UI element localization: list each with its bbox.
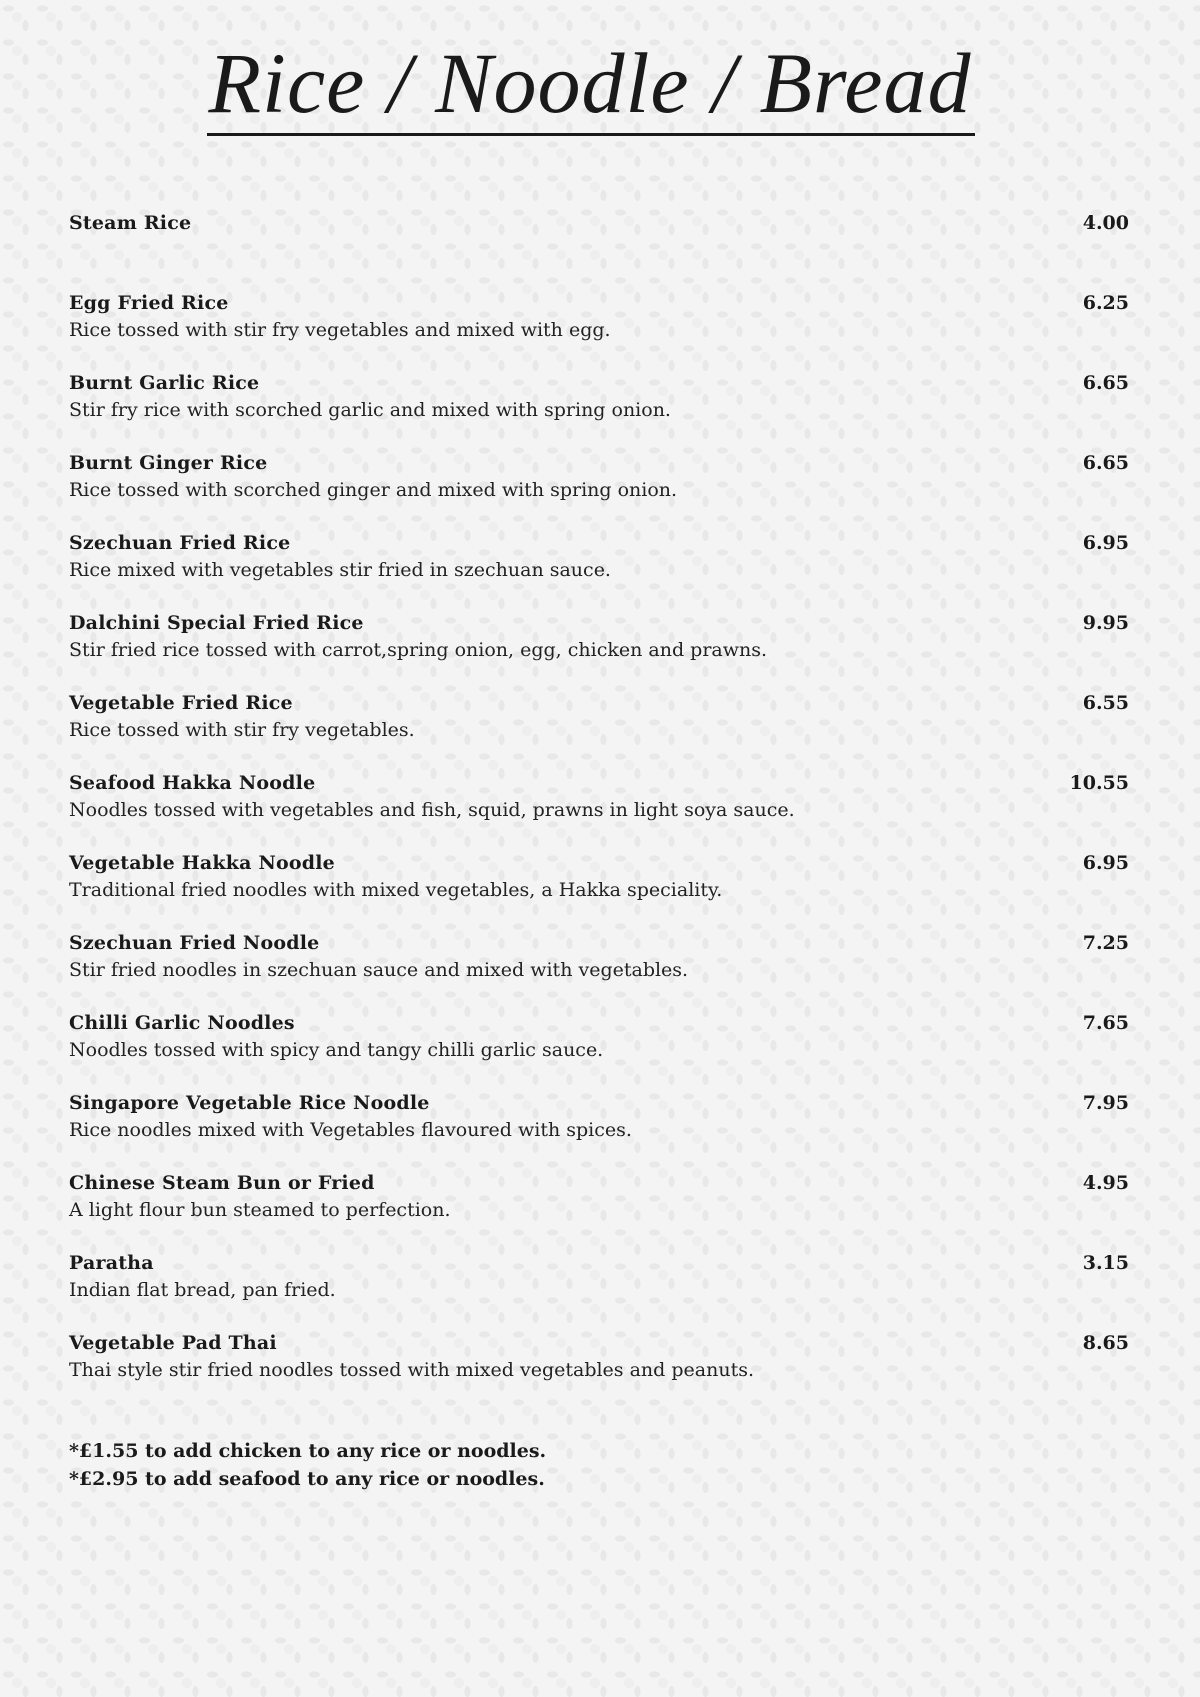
item-name: Seafood Hakka Noodle: [69, 772, 316, 794]
item-description: Noodles tossed with vegetables and fish, squid, prawns in light soya sauce.: [69, 799, 795, 821]
item-name: Burnt Ginger Rice: [69, 452, 268, 474]
menu-item: [69, 850, 1139, 930]
item-name: Steam Rice: [69, 212, 192, 234]
item-name: Szechuan Fried Rice: [69, 532, 291, 554]
item-price: 4.95: [1082, 1172, 1129, 1194]
menu-item: [69, 450, 1139, 530]
menu-item: [69, 1330, 1139, 1410]
item-name: Paratha: [69, 1252, 154, 1274]
item-description: Rice tossed with stir fry vegetables and mixed with egg.: [69, 319, 611, 341]
menu-item: [69, 290, 1139, 370]
menu-item: [69, 210, 1139, 290]
item-price: 7.65: [1082, 1012, 1129, 1034]
menu-item: [69, 370, 1139, 450]
item-price: 7.95: [1082, 1092, 1129, 1114]
item-name: Szechuan Fried Noodle: [69, 932, 320, 954]
menu-item: [69, 1010, 1139, 1090]
item-price: 6.65: [1082, 452, 1129, 474]
menu-item: [69, 930, 1139, 1010]
page-title: Rice / Noodle / Bread: [208, 35, 972, 131]
footnotes: [69, 1437, 869, 1493]
item-name: Egg Fried Rice: [69, 292, 229, 314]
item-price: 9.95: [1082, 612, 1129, 634]
item-description: Rice noodles mixed with Vegetables flavoured with spices.: [69, 1119, 632, 1141]
item-name: Chilli Garlic Noodles: [69, 1012, 295, 1034]
item-price: 7.25: [1082, 932, 1129, 954]
item-price: 6.65: [1082, 372, 1129, 394]
item-price: 8.65: [1082, 1332, 1129, 1354]
item-name: Vegetable Hakka Noodle: [69, 852, 335, 874]
menu-item: [69, 1170, 1139, 1250]
item-name: Chinese Steam Bun or Fried: [69, 1172, 375, 1194]
footnote-seafood: *£2.95 to add seafood to any rice or noodles.: [69, 1468, 545, 1490]
menu-item: [69, 770, 1139, 850]
item-description: Traditional fried noodles with mixed vegetables, a Hakka speciality.: [69, 879, 723, 901]
item-name: Dalchini Special Fried Rice: [69, 612, 364, 634]
item-price: 6.25: [1082, 292, 1129, 314]
item-description: Rice tossed with stir fry vegetables.: [69, 719, 415, 741]
menu-item: [69, 1090, 1139, 1170]
item-price: 6.95: [1082, 532, 1129, 554]
item-description: Rice tossed with scorched ginger and mixed with spring onion.: [69, 479, 678, 501]
item-description: Rice mixed with vegetables stir fried in szechuan sauce.: [69, 559, 611, 581]
menu-item: [69, 1250, 1139, 1330]
item-price: 6.55: [1082, 692, 1129, 714]
menu-item: [69, 610, 1139, 690]
item-description: Indian flat bread, pan fried.: [69, 1279, 336, 1301]
item-name: Vegetable Fried Rice: [69, 692, 293, 714]
item-description: Stir fried rice tossed with carrot,spring onion, egg, chicken and prawns.: [69, 639, 768, 661]
item-description: Thai style stir fried noodles tossed with mixed vegetables and peanuts.: [69, 1359, 754, 1381]
menu-item: [69, 530, 1139, 610]
item-description: Stir fry rice with scorched garlic and mixed with spring onion.: [69, 399, 671, 421]
item-name: Vegetable Pad Thai: [69, 1332, 277, 1354]
item-name: Singapore Vegetable Rice Noodle: [69, 1092, 430, 1114]
item-name: Burnt Garlic Rice: [69, 372, 260, 394]
item-price: 10.55: [1069, 772, 1129, 794]
item-description: Noodles tossed with spicy and tangy chilli garlic sauce.: [69, 1039, 604, 1061]
item-description: Stir fried noodles in szechuan sauce and mixed with vegetables.: [69, 959, 689, 981]
footnote-chicken: *£1.55 to add chicken to any rice or noodles.: [69, 1440, 547, 1462]
menu-list: [69, 210, 1139, 1410]
item-price: 6.95: [1082, 852, 1129, 874]
item-price: 3.15: [1082, 1252, 1129, 1274]
item-price: 4.00: [1082, 212, 1129, 234]
menu-item: [69, 690, 1139, 770]
item-description: A light flour bun steamed to perfection.: [69, 1199, 451, 1221]
title-underline: [207, 133, 975, 136]
